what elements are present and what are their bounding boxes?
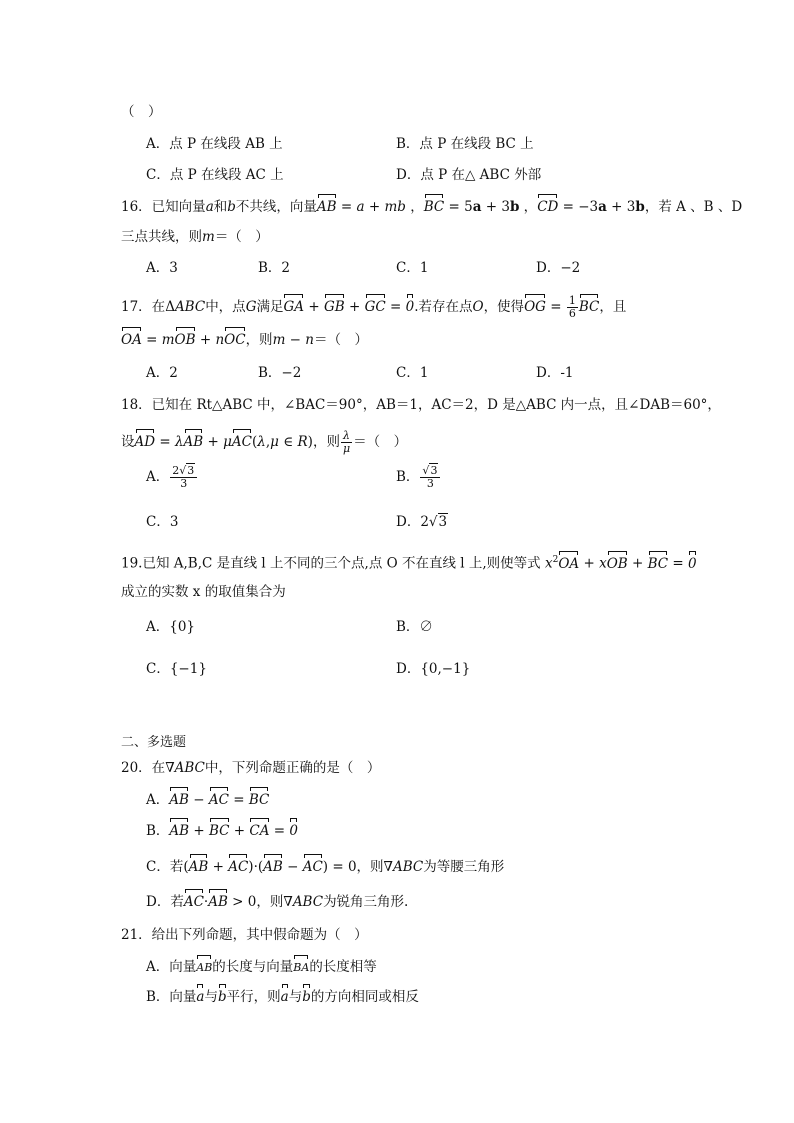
q18-option-d: D．2√3 — [396, 514, 448, 530]
q15-option-c: C．点 P 在线段 AC 上 — [146, 167, 284, 183]
q18-stem-line2: 设AD = λAB + μAC(λ,μ ∈ R)，则 $\frac{\lambda}{\mu}$ ＝（ ） — [121, 429, 408, 455]
q18-option-a: A． $\frac{2√3}{3}$ — [146, 465, 198, 490]
q18-stem-line1: 18．已知在 Rt△ABC 中，∠BAC＝90°，AB＝1，AC＝2，D 是△ABC 内一点，且∠DAB＝60°， — [121, 397, 721, 413]
q15-answer-paren: （ ） — [121, 104, 162, 120]
q16-option-a: A．3 — [146, 260, 178, 276]
q17-stem-line1: 17．在ΔABC中，点G满足GA + GB + GC = 0.若存在点O，使得OG = $\frac{1}{6}$ BC，且 — [121, 294, 627, 320]
q19-stem-line1: 19.已知 A,B,C 是直线 l 上不同的三个点,点 O 不在直线 l 上,则使等式 $x^2OA$ + xOB + BC = 0 — [121, 555, 697, 572]
q21-option-a: A．向量AB的长度与向量BA的长度相等 — [146, 957, 377, 978]
q16-option-d: D．−2 — [536, 260, 581, 276]
section-heading-multi-choice: 二、多选题 — [121, 735, 187, 750]
q17-option-b: B．−2 — [258, 365, 302, 381]
q16-option-c: C．1 — [396, 260, 429, 276]
q20-option-a: A．AB − AC = BC — [146, 792, 270, 808]
q17-stem-line2: OA = mOB + nOC，则m − n＝（ ） — [121, 332, 368, 348]
q21-stem: 21．给出下列命题，其中假命题为（ ） — [121, 927, 368, 943]
q19-option-a: A．{0} — [146, 619, 196, 635]
q15-option-b: B．点 P 在线段 BC 上 — [396, 136, 534, 152]
q19-stem-line2: 成立的实数 x 的取值集合为 — [121, 584, 286, 600]
q19-option-b: B．∅ — [396, 619, 433, 635]
q16-stem-line2: 三点共线，则m＝（ ） — [121, 229, 269, 245]
q18-option-b: B． $\frac{√3}{3}$ — [396, 465, 441, 490]
q20-stem: 20．在∇ABC中，下列命题正确的是（ ） — [121, 760, 381, 776]
q15-option-d: D．点 P 在△ ABC 外部 — [396, 167, 542, 183]
q16-option-b: B．2 — [258, 260, 291, 276]
q17-option-a: A．2 — [146, 365, 178, 381]
q20-option-d: D．若AC·AB > 0，则∇ABC为锐角三角形. — [146, 894, 409, 910]
q17-option-c: C．1 — [396, 365, 429, 381]
q18-option-c: C．3 — [146, 514, 179, 530]
q16-stem-line1: 16．已知向量a和b不共线，向量AB = a + mb ，BC = 5a + 3b ，CD = −3a + 3b，若 A 、B 、D — [121, 199, 743, 215]
q20-option-b: B．AB + BC + CA = 0 — [146, 823, 299, 839]
q17-option-d: D．-1 — [536, 365, 574, 381]
q15-option-a: A．点 P 在线段 AB 上 — [146, 136, 283, 152]
q19-option-c: C．{−1} — [146, 661, 207, 677]
q20-option-c: C．若(AB + AC)·(AB − AC) = 0，则∇ABC为等腰三角形 — [146, 859, 505, 875]
q21-option-b: B．向量a与b平行，则a与b的方向相同或相反 — [146, 989, 419, 1005]
q19-option-d: D．{0,−1} — [396, 661, 471, 677]
